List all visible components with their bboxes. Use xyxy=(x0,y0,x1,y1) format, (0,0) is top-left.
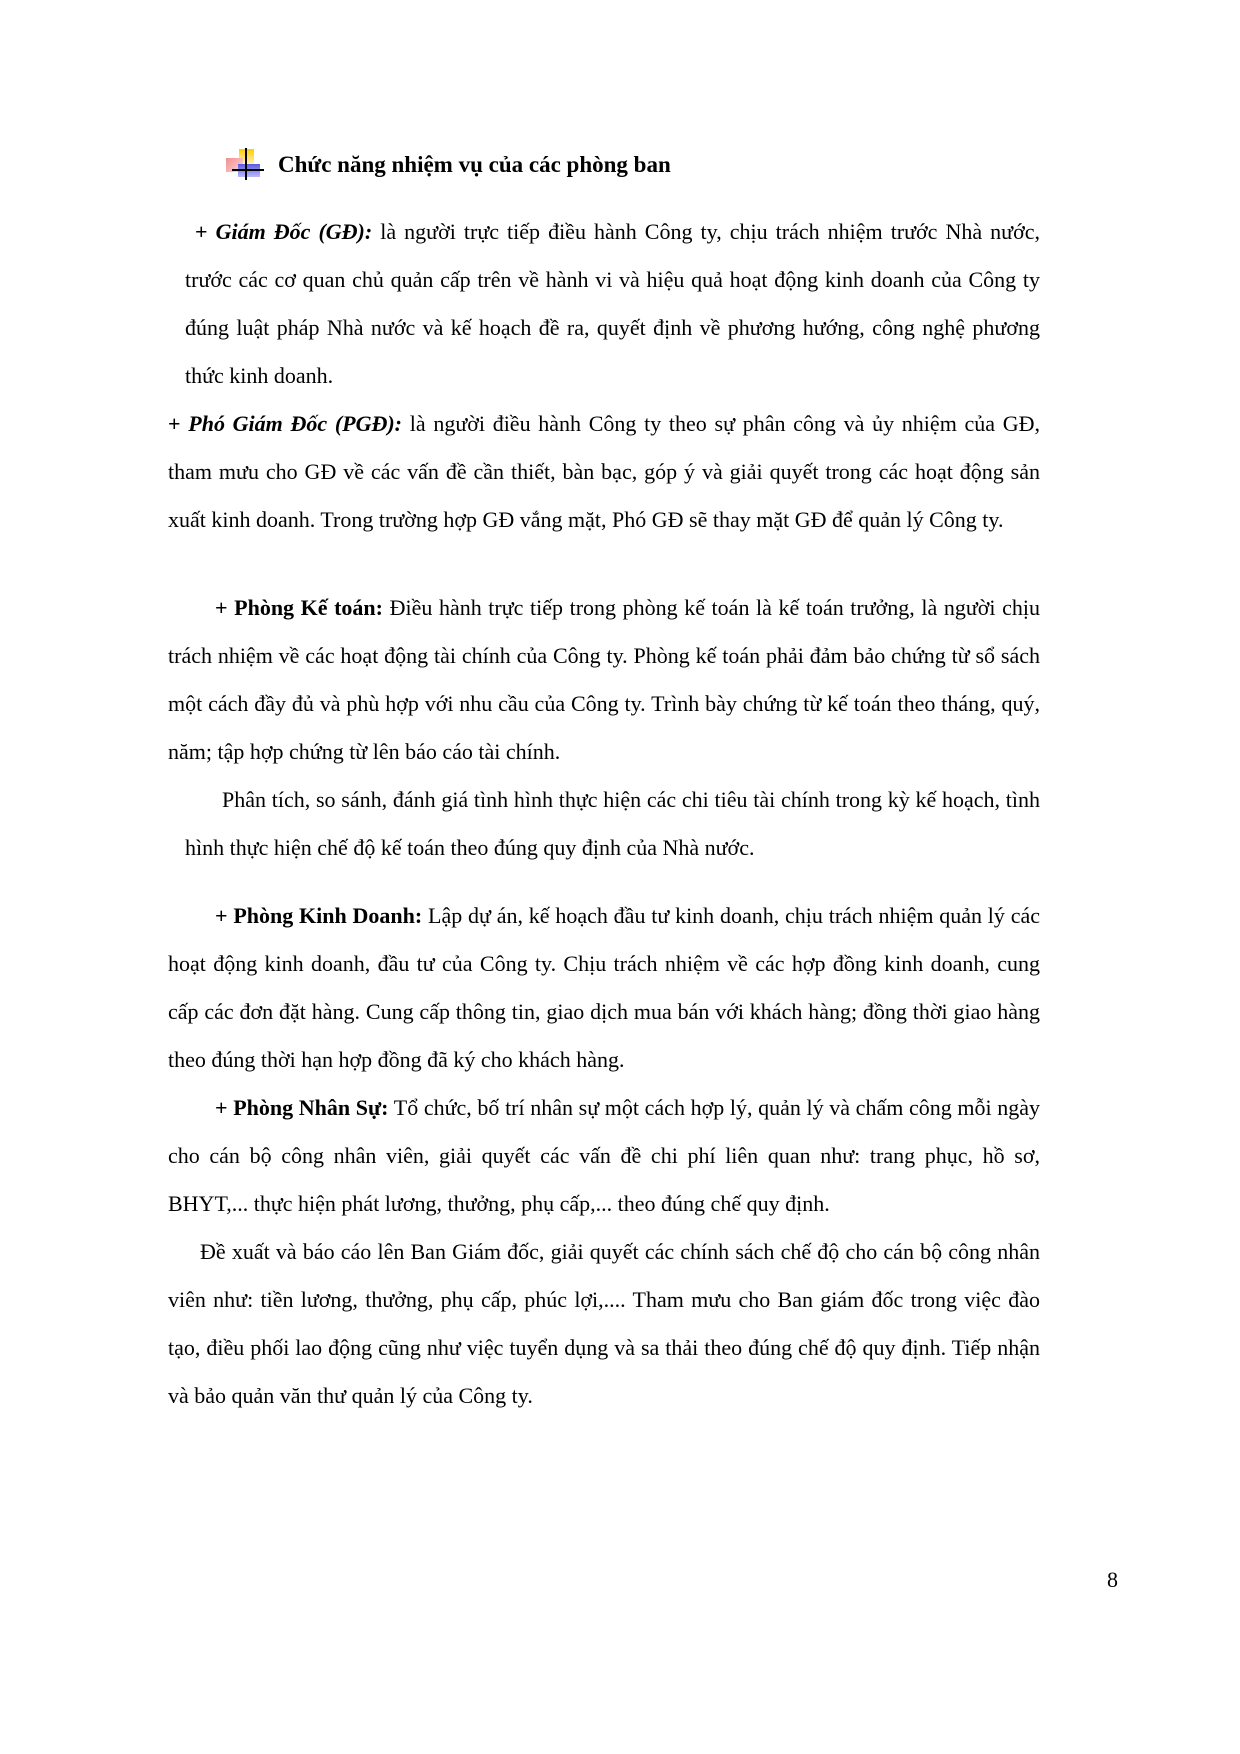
section-heading xyxy=(226,148,1040,182)
paragraph-marker: + xyxy=(168,411,181,436)
paragraph-body: Tổ chức, bố trí nhân sự một cách hợp lý, quản lý và chấm công mỗi ngày cho cán bộ công nhân viên, giải quyết các vấn đề chi phí liên quan như: trang phục, hồ sơ, BHYT,... thực hiện phát lương, thưởng, phụ cấp,... theo đúng chế quy định. xyxy=(168,1095,1040,1216)
paragraph-body: Điều hành trực tiếp trong phòng kế toán là kế toán trưởng, là người chịu trách nhiệm về các hoạt động tài chính của Công ty. Phòng kế toán phải đảm bảo chứng từ sổ sách một cách đầy đủ và phù hợp với nhu cầu của Công ty. Trình bày chứng từ kế toán theo tháng, quý, năm; tập hợp chứng từ lên báo cáo tài chính. xyxy=(168,595,1040,764)
paragraph-body: là người trực tiếp điều hành Công ty, chịu trách nhiệm trước Nhà nước, trước các cơ quan chủ quản cấp trên về hành vi và hiệu quả hoạt động kinh doanh của Công ty đúng luật pháp Nhà nước và kế hoạch đề ra, quyết định về phương hướng, công nghệ phương thức kinh doanh. xyxy=(185,219,1041,388)
paragraph-body: Đề xuất và báo cáo lên Ban Giám đốc, giải quyết các chính sách chế độ cho cán bộ công nhân viên như: tiền lương, thưởng, phụ cấp, phúc lợi,.... Tham mưu cho Ban giám đốc trong việc đào tạo, điều phối lao động cũng như việc tuyển dụng và sa thải theo đúng chế độ quy định. Tiếp nhận và bảo quản văn thư quản lý của Công ty. xyxy=(168,1239,1040,1408)
paragraph-phong-nhan-su xyxy=(168,1084,1040,1228)
paragraph-body: là người điều hành Công ty theo sự phân công và ủy nhiệm của GĐ, tham mưu cho GĐ về các vấn đề cần thiết, bàn bạc, góp ý và giải quyết trong các hoạt động sản xuất kinh doanh. Trong trường hợp GĐ vắng mặt, Phó GĐ sẽ thay mặt GĐ để quản lý Công ty. xyxy=(168,411,1041,532)
paragraph-phong-ke-toan xyxy=(168,584,1040,776)
paragraph-lead: Phó Giám Đốc (PGĐ): xyxy=(188,411,403,436)
paragraph-pho-giam-doc xyxy=(168,400,1040,544)
paragraph-marker: + xyxy=(195,219,208,244)
paragraph-body: Lập dự án, kế hoạch đầu tư kinh doanh, chịu trách nhiệm quản lý các hoạt động kinh doanh, đầu tư của Công ty. Chịu trách nhiệm về các hợp đồng kinh doanh, cung cấp các đơn đặt hàng. Cung cấp thông tin, giao dịch mua bán với khách hàng; đồng thời giao hàng theo đúng thời hạn hợp đồng đã ký cho khách hàng. xyxy=(168,903,1041,1072)
colored-cross-bullet-icon xyxy=(226,148,264,182)
paragraph-phong-kinh-doanh xyxy=(168,892,1040,1084)
page-number: 8 xyxy=(1107,1567,1118,1592)
paragraph-body: Phân tích, so sánh, đánh giá tình hình thực hiện các chi tiêu tài chính trong kỳ kế hoạch, tình hình thực hiện chế độ kế toán theo đúng quy định của Nhà nước. xyxy=(185,787,1040,860)
paragraph-de-xuat xyxy=(168,1228,1040,1420)
paragraph-lead: Phòng Nhân Sự: xyxy=(233,1095,389,1120)
paragraph-phan-tich xyxy=(185,776,1040,872)
section-heading-text: Chức năng nhiệm vụ của các phòng ban xyxy=(278,152,671,177)
paragraph-lead: Phòng Kinh Doanh: xyxy=(233,903,423,928)
paragraph-lead: Phòng Kế toán: xyxy=(234,595,383,620)
paragraph-marker: + xyxy=(215,903,228,928)
paragraph-giam-doc xyxy=(185,208,1040,400)
document-content xyxy=(168,148,1040,1420)
paragraph-marker: + xyxy=(215,1095,228,1120)
paragraph-lead: Giám Đốc (GĐ): xyxy=(215,219,373,244)
paragraph-marker: + xyxy=(215,595,228,620)
